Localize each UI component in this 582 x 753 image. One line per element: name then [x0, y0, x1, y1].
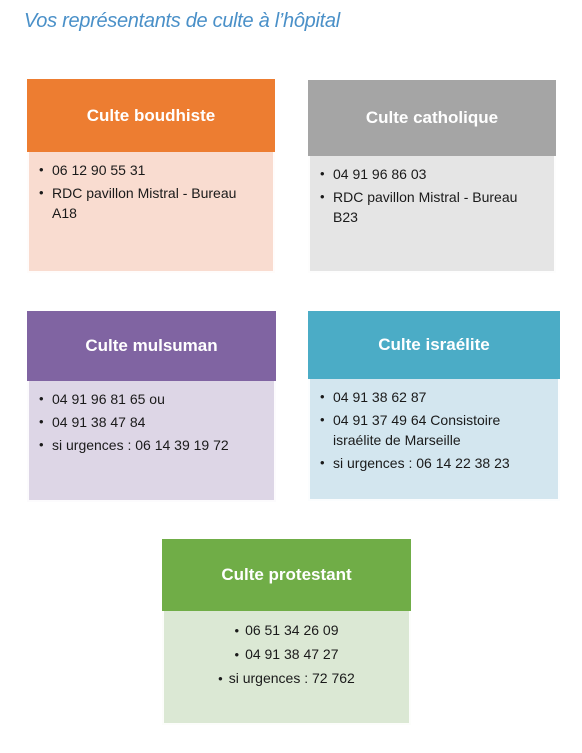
contact-list: [320, 164, 544, 227]
card-header: Culte boudhiste: [27, 79, 275, 152]
card-header: Culte mulsuman: [27, 311, 276, 381]
card-body: [27, 152, 275, 273]
card-header: Culte israélite: [308, 311, 560, 379]
list-item: • 04 91 38 62 87: [320, 387, 548, 407]
contact-list: [39, 160, 263, 223]
card-culte-catholique: [308, 80, 556, 273]
card-body: [308, 379, 560, 501]
list-item: • 04 91 38 47 84: [39, 412, 264, 432]
card-culte-protestant: [162, 539, 411, 725]
list-item: • 04 91 96 81 65 ou: [39, 389, 264, 409]
list-item: • si urgences : 06 14 22 38 23: [320, 453, 548, 473]
list-item: • RDC pavillon Mistral - Bureau A18: [39, 183, 263, 223]
contact-list: [39, 389, 264, 455]
list-item: • 06 12 90 55 31: [39, 160, 263, 180]
card-body: [308, 156, 556, 273]
card-header: Culte protestant: [162, 539, 411, 611]
card-body: [162, 611, 411, 725]
card-header: Culte catholique: [308, 80, 556, 156]
card-culte-bouddhiste: [27, 79, 275, 273]
list-item: • 06 51 34 26 09: [174, 620, 399, 641]
card-culte-israelite: [308, 311, 560, 501]
list-item: • 04 91 38 47 27: [174, 644, 399, 665]
page-title: Vos représentants de culte à l’hôpital: [24, 10, 340, 32]
contact-list: [174, 620, 399, 689]
card-body: [27, 381, 276, 502]
list-item: • 04 91 96 86 03: [320, 164, 544, 184]
list-item: • RDC pavillon Mistral - Bureau B23: [320, 187, 544, 227]
list-item: • si urgences : 06 14 39 19 72: [39, 435, 264, 455]
list-item: • 04 91 37 49 64 Consistoire israélite de Marseille: [320, 410, 548, 450]
card-culte-mulsuman: [27, 311, 276, 502]
contact-list: [320, 387, 548, 473]
list-item: • si urgences : 72 762: [174, 668, 399, 689]
